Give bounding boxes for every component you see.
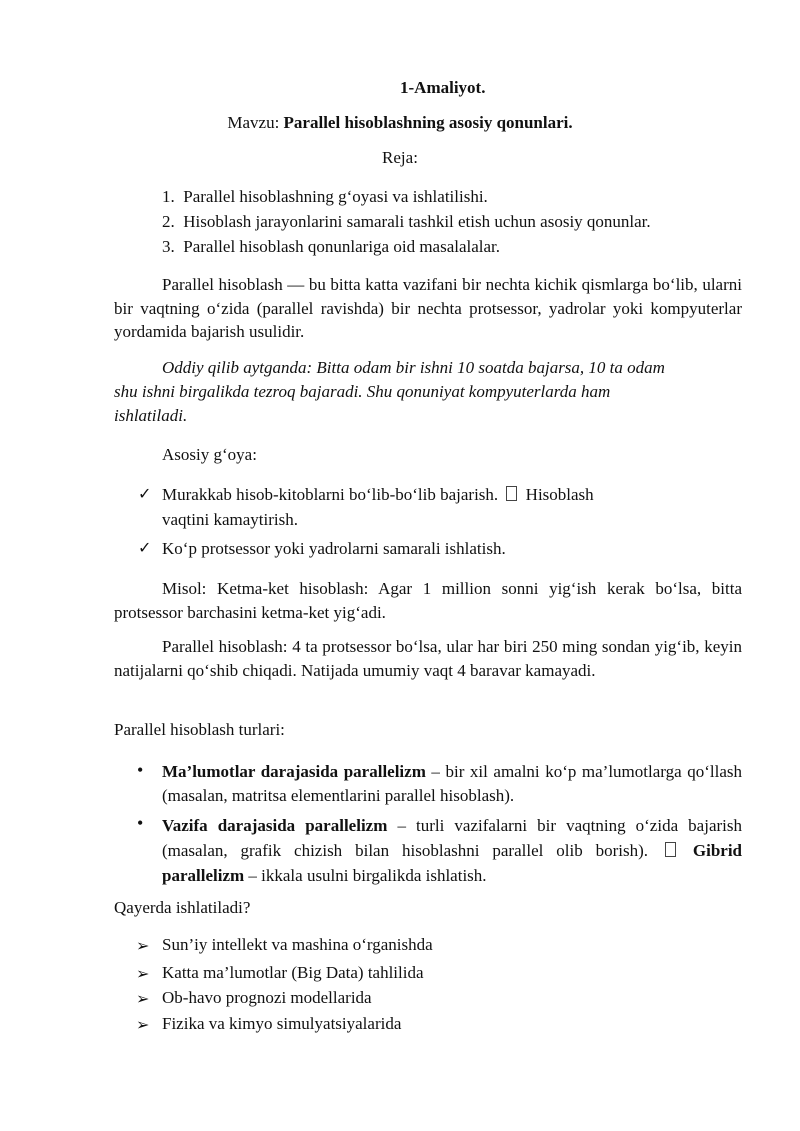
plan-item-number: 1. [162, 187, 175, 206]
plan-item-number: 2. [162, 212, 175, 231]
plan-item-text: Parallel hisoblash qonunlariga oid masalalalar. [183, 237, 501, 256]
arrowhead-bullet-icon: ➢ [136, 1017, 150, 1034]
check-item-text: Murakkab hisob-kitoblarni bo‘lib-bo‘lib bajarish. [162, 485, 499, 504]
check-icon: ✓ [138, 486, 152, 503]
topic-label: Mavzu: [227, 113, 280, 132]
check-item: Ko‘p protsessor yoki yadrolarni samarali ishlatish. [162, 539, 506, 558]
plan-item-number: 3. [162, 237, 175, 256]
parallel-paragraph: Parallel hisoblash: 4 ta protsessor bo‘lsa, ular har biri 250 ming sondan yig‘ib, keyin natijalarni qo‘shib chiqadi. Natijada umumiy vaqt 4 baravar kamayadi. [114, 637, 742, 680]
italic-line: shu ishni birgalikda tezroq bajaradi. Shu qonuniyat kompyuterlarda ham [114, 382, 611, 401]
topic-line [0, 113, 800, 133]
document-heading: 1-Amaliyot. [400, 78, 486, 97]
plan-item [162, 212, 651, 232]
types-label: Parallel hisoblash turlari: [114, 720, 285, 739]
arrowhead-bullet-icon: ➢ [136, 938, 150, 955]
where-item: Ob-havo prognozi modellarida [162, 988, 372, 1007]
italic-line: Oddiy qilib aytganda: Bitta odam bir ishni 10 soatda bajarsa, 10 ta odam [162, 358, 665, 377]
bullet-icon: • [137, 813, 144, 833]
type-item-title: Ma’lumotlar darajasida parallelizm [162, 762, 426, 781]
where-item: Sun’iy intellekt va mashina o‘rganishda [162, 935, 433, 954]
plan-item-text: Hisoblash jarayonlarini samarali tashkil etish uchun asosiy qonunlar. [183, 212, 651, 231]
check-item-continuation: vaqtini kamaytirish. [162, 510, 298, 529]
where-item: Katta ma’lumotlar (Big Data) tahlilida [162, 963, 424, 982]
arrowhead-bullet-icon: ➢ [136, 966, 150, 983]
type-item-text: – bir xil amalni ko‘p ma’lumotlarga qo‘llash (masalan, matritsa elementlarini parallel hisoblash). [162, 762, 742, 805]
type-item [162, 813, 742, 888]
check-icon: ✓ [138, 540, 152, 557]
bullet-icon: • [137, 760, 144, 780]
italic-line: ishlatiladi. [114, 406, 188, 425]
type-item-title: Vazifa darajasida parallelizm [162, 816, 388, 835]
arrowhead-bullet-icon: ➢ [136, 991, 150, 1008]
missing-glyph-box-icon [506, 486, 517, 501]
topic-title: Parallel hisoblashning asosiy qonunlari. [283, 113, 573, 132]
plan-item [162, 187, 488, 207]
check-item [162, 485, 594, 505]
missing-glyph-box-icon [665, 842, 676, 857]
plan-item [162, 237, 500, 257]
where-label: Qayerda ishlatiladi? [114, 898, 251, 917]
check-item-text: Hisoblash [525, 485, 594, 504]
type-item-title: Gibrid parallelizm [162, 841, 743, 885]
intro-paragraph: Parallel hisoblash — bu bitta katta vazifani bir nechta kichik qismlarga bo‘lib, ularni bir vaqtning o‘zida (parallel ravishda) bir nechta protsessor, yadrolar yoki kompyuterlar yordamida bajarish usulidir. [114, 275, 742, 341]
example-paragraph: Misol: Ketma-ket hisoblash: Agar 1 million sonni yig‘ish kerak bo‘lsa, bitta protsessor barchasini ketma-ket yig‘adi. [114, 579, 742, 622]
plan-label: Reja: [382, 148, 418, 167]
type-item [162, 760, 742, 807]
main-idea-label: Asosiy g‘oya: [162, 445, 257, 464]
type-item-text: – ikkala usulni birgalikda ishlatish. [244, 866, 487, 885]
where-item: Fizika va kimyo simulyatsiyalarida [162, 1014, 402, 1033]
plan-item-text: Parallel hisoblashning g‘oyasi va ishlatilishi. [183, 187, 488, 206]
type-item-text: – turli vazifalarni bir vaqtning o‘zida bajarish (masalan, grafik chizish bilan hisoblashni parallel olib borish). [162, 816, 742, 860]
